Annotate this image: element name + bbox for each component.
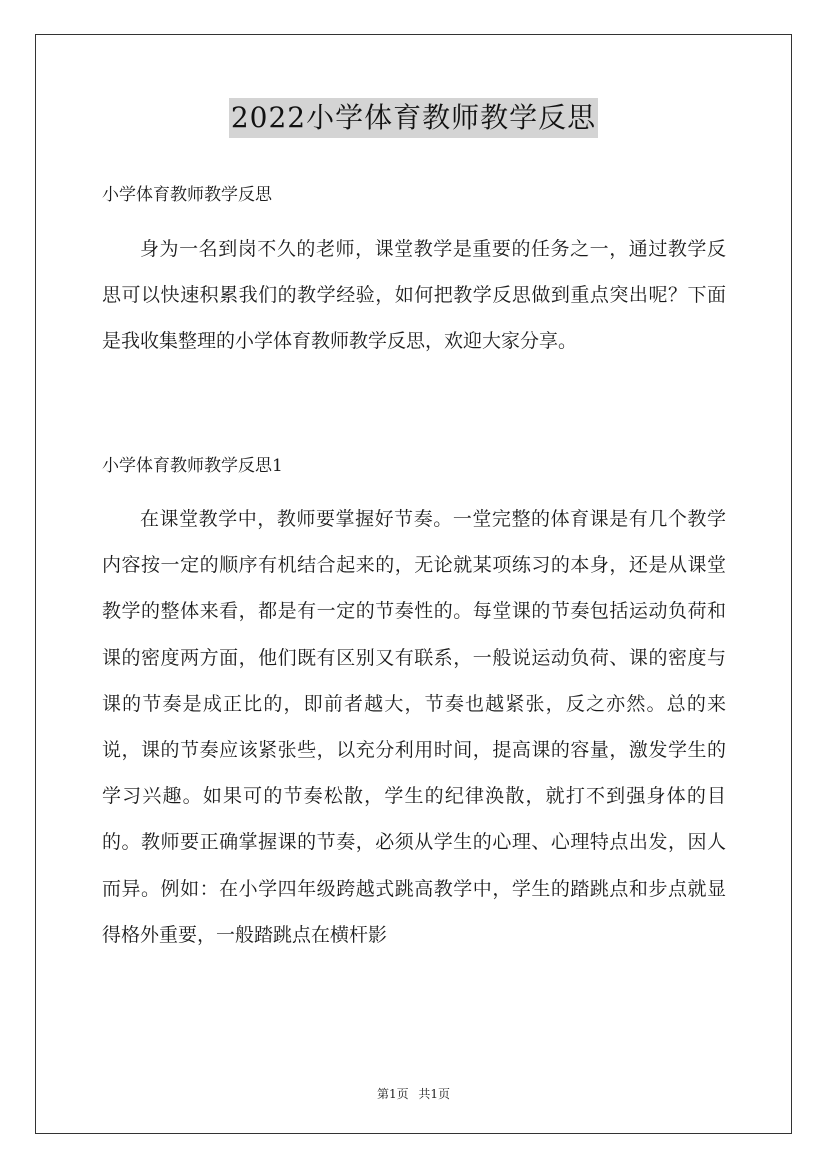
- section-heading: 小学体育教师教学反思1: [102, 456, 283, 476]
- page-footer: [0, 1086, 827, 1102]
- intro-paragraph: 身为一名到岗不久的老师，课堂教学是重要的任务之一，通过教学反思可以快速积累我们的教学经验，如何把教学反思做到重点突出呢？下面是我收集整理的小学体育教师教学反思，欢迎大家分享。: [102, 238, 726, 353]
- document-title: 2022小学体育教师教学反思: [229, 98, 598, 138]
- page-number: 第1页: [376, 1087, 409, 1101]
- section-body-paragraph: 在课堂教学中，教师要掌握好节奏。一堂完整的体育课是有几个教学内容按一定的顺序有机结合起来的，无论就某项练习的本身，还是从课堂教学的整体来看，都是有一定的节奏性的。每堂课的节奏包括运动负荷和课的密度两方面，他们既有区别又有联系，一般说运动负荷、课的密度与课的节奏是成正比的，即前者越大，节奏也越紧张，反之亦然。总的来说，课的节奏应该紧张些，以充分利用时间，提高课的容量，激发学生的学习兴趣。如果可的节奏松散，学生的纪律涣散，就打不到强身体的目的。教师要正确掌握课的节奏，必须从学生的心理、心理特点出发，因人而异。例如：在小学四年级跨越式跳高教学中，学生的踏跳点和步点就显得格外重要，一般踏跳点在横杆影: [102, 508, 726, 946]
- title-container: [0, 98, 827, 138]
- page-total: 共1页: [418, 1087, 451, 1101]
- document-subtitle: 小学体育教师教学反思: [102, 185, 272, 205]
